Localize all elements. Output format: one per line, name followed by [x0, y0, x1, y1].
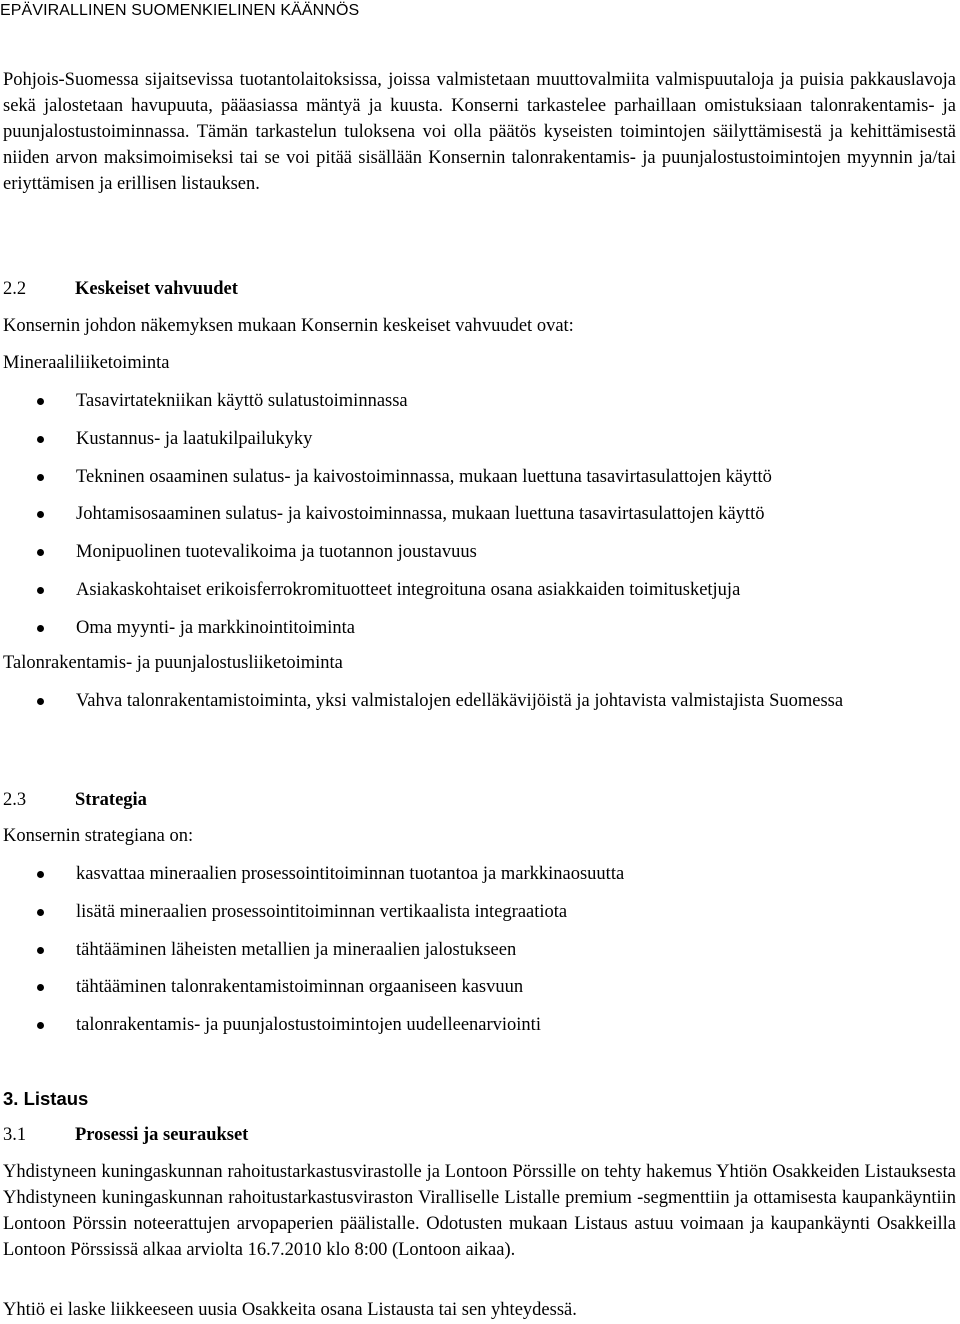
- section-number: 2.3: [3, 790, 27, 810]
- section-title: Keskeiset vahvuudet: [75, 279, 238, 299]
- bullet-icon: [37, 398, 44, 405]
- list-item: Asiakaskohtaiset erikoisferrokromituotteet integroituna osana asiakkaiden toimitusketjuja: [0, 577, 960, 615]
- section-2-2-intro: Konsernin johdon näkemyksen mukaan Konsernin keskeiset vahvuudet ovat:: [3, 316, 574, 336]
- intro-paragraph: Pohjois-Suomessa sijaitsevissa tuotantolaitoksissa, joissa valmistetaan muuttovalmiita valmispuutaloja ja puisia pakkauslavoja sekä jalostetaan havupuuta, pääasiassa mäntyä ja kuusta. Konserni tarkastelee parhaillaan omistuksiaan talonrakentamis- ja puunjalostustoiminnassa. Tämän tarkastelun tuloksena voi olla päätös kyseisten toimintojen säilyttämisestä ja kehittämisestä niiden arvon maksimoimiseksi tai se voi pitää sisällään Konsernin talonrakentamis- ja puunjalostustoimintojen myynnin ja/tai eriyttämisen ja erillisen listauksen.: [3, 70, 956, 194]
- list-item: Monipuolinen tuotevalikoima ja tuotannon joustavuus: [0, 539, 960, 577]
- bullet-icon: [37, 474, 44, 481]
- bullet-icon: [37, 511, 44, 518]
- bullet-icon: [37, 947, 44, 954]
- mineral-strengths-list: [0, 388, 960, 653]
- section-2-3-heading: [3, 787, 147, 813]
- list-item: Kustannus- ja laatukilpailukyky: [0, 426, 960, 464]
- document-header: EPÄVIRALLINEN SUOMENKIELINEN KÄÄNNÖS: [0, 2, 360, 19]
- list-item: tähtääminen läheisten metallien ja mineraalien jalostukseen: [0, 937, 960, 975]
- section-title: Prosessi ja seuraukset: [75, 1125, 249, 1145]
- bullet-icon: [37, 625, 44, 632]
- bullet-icon: [37, 698, 44, 705]
- list-item: Vahva talonrakentamistoiminta, yksi valmistalojen edelläkävijöistä ja johtavista valmistajista Suomessa: [0, 688, 960, 748]
- list-item: lisätä mineraalien prosessointitoiminnan vertikaalista integraatiota: [0, 899, 960, 937]
- list-item: kasvattaa mineraalien prosessointitoiminnan tuotantoa ja markkinaosuutta: [0, 861, 960, 899]
- section-3-heading: 3. Listaus: [3, 1088, 89, 1109]
- list-item: talonrakentamis- ja puunjalostustoimintojen uudelleenarviointi: [0, 1012, 960, 1050]
- section-title: Strategia: [75, 790, 147, 810]
- section-2-3-intro: Konsernin strategiana on:: [3, 826, 194, 846]
- group-label-housing: Talonrakentamis- ja puunjalostusliiketoiminta: [3, 653, 343, 673]
- list-item: Oma myynti- ja markkinointitoiminta: [0, 615, 960, 653]
- bullet-icon: [37, 436, 44, 443]
- group-label-mineral: Mineraaliliiketoiminta: [3, 353, 170, 373]
- bullet-icon: [37, 587, 44, 594]
- bullet-icon: [37, 909, 44, 916]
- list-item: tähtääminen talonrakentamistoiminnan orgaaniseen kasvuun: [0, 974, 960, 1012]
- bullet-icon: [37, 984, 44, 991]
- bullet-icon: [37, 871, 44, 878]
- section-3-1-paragraph: Yhdistyneen kuningaskunnan rahoitustarkastusvirastolle ja Lontoon Pörssille on tehty hakemus Yhtiön Osakkeiden Listauksesta Yhdistyneen kuningaskunnan rahoitustarkastusviraston Viralliselle Listalle premium -segmenttiin ja ottamisesta kaupankäyntiin Lontoon Pörssin noteerattujen arvopaperien päälistalle. Odotusten mukaan Listaus astuu voimaan ja kaupankäynti Osakkeilla Lontoon Pörssissä alkaa arviolta 16.7.2010 klo 8:00 (Lontoon aikaa).: [3, 1162, 956, 1260]
- section-3-1-heading: [3, 1122, 248, 1148]
- bullet-icon: [37, 1022, 44, 1029]
- strategy-list: [0, 861, 960, 1050]
- bullet-icon: [37, 549, 44, 556]
- section-number: 3.1: [3, 1125, 27, 1145]
- section-3-1-closing: Yhtiö ei laske liikkeeseen uusia Osakkeita osana Listausta tai sen yhteydessä.: [3, 1300, 577, 1320]
- section-number: 2.2: [3, 279, 27, 299]
- list-item: Tekninen osaaminen sulatus- ja kaivostoiminnassa, mukaan luettuna tasavirtasulattojen käyttö: [0, 464, 960, 502]
- housing-strengths-list: [0, 688, 960, 748]
- list-item: Johtamisosaaminen sulatus- ja kaivostoiminnassa, mukaan luettuna tasavirtasulattojen käyttö: [0, 501, 960, 539]
- section-2-2-heading: [3, 276, 238, 302]
- list-item: Tasavirtatekniikan käyttö sulatustoiminnassa: [0, 388, 960, 426]
